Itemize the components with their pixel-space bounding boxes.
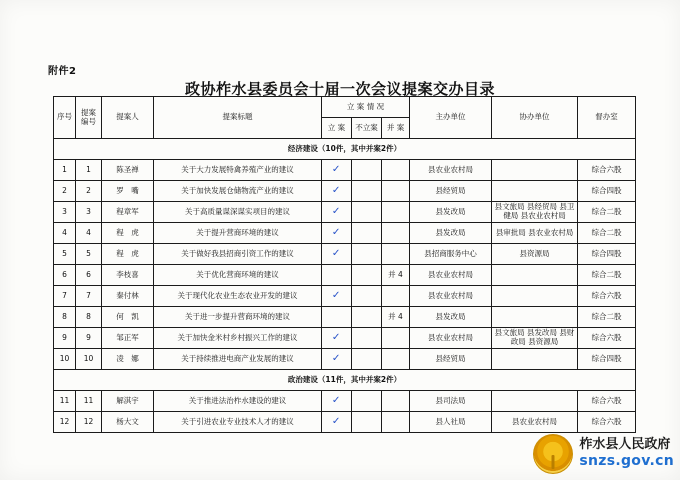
row-status-accept <box>322 307 352 328</box>
row-title: 关于加快发展仓储物流产业的建议 <box>154 181 322 202</box>
row-main-unit: 县农业农村局 <box>410 160 492 181</box>
watermark-url: snzs.gov.cn <box>579 453 674 470</box>
table-row <box>54 391 636 412</box>
row-co-unit <box>492 286 578 307</box>
attachment-label: 附件2 <box>48 66 77 77</box>
row-supervise: 综合六股 <box>578 286 636 307</box>
row-title: 关于进一步提升营商环境的建议 <box>154 307 322 328</box>
th-title: 提案标题 <box>154 97 322 139</box>
row-proposal-no: 4 <box>76 223 102 244</box>
row-supervise: 综合二股 <box>578 202 636 223</box>
row-proposal-no: 2 <box>76 181 102 202</box>
row-no: 1 <box>54 160 76 181</box>
row-status-accept <box>322 286 352 307</box>
row-proposer: 陈圣禅 <box>102 160 154 181</box>
row-main-unit: 县司法局 <box>410 391 492 412</box>
row-status-accept <box>322 160 352 181</box>
row-main-unit: 县招商服务中心 <box>410 244 492 265</box>
row-no: 2 <box>54 181 76 202</box>
check-icon: ✓ <box>332 353 341 365</box>
row-title: 关于大力发展特禽养殖产业的建议 <box>154 160 322 181</box>
row-supervise: 综合四股 <box>578 349 636 370</box>
row-status-reject <box>352 328 382 349</box>
row-supervise: 综合四股 <box>578 244 636 265</box>
row-co-unit: 县审批局 县农业农村局 <box>492 223 578 244</box>
check-icon: ✓ <box>332 185 341 197</box>
row-status-reject <box>352 349 382 370</box>
table-header-row-1 <box>54 97 636 118</box>
row-main-unit: 县人社局 <box>410 412 492 433</box>
row-proposal-no: 5 <box>76 244 102 265</box>
row-status-reject <box>352 286 382 307</box>
row-status-merge <box>382 223 410 244</box>
row-proposal-no: 11 <box>76 391 102 412</box>
row-proposer: 解淇宇 <box>102 391 154 412</box>
row-proposal-no: 7 <box>76 286 102 307</box>
row-proposal-no: 3 <box>76 202 102 223</box>
row-title: 关于优化营商环境的建议 <box>154 265 322 286</box>
check-icon: ✓ <box>332 206 341 218</box>
row-status-reject <box>352 412 382 433</box>
row-title: 关于持续推进电商产业发展的建议 <box>154 349 322 370</box>
row-no: 11 <box>54 391 76 412</box>
row-title: 关于引进农业专业技术人才的建议 <box>154 412 322 433</box>
watermark-site-name: 柞水县人民政府 <box>579 437 671 453</box>
table-row <box>54 223 636 244</box>
row-main-unit: 县农业农村局 <box>410 286 492 307</box>
row-title: 关于提升营商环境的建议 <box>154 223 322 244</box>
row-status-merge <box>382 412 410 433</box>
row-status-merge <box>382 391 410 412</box>
check-icon: ✓ <box>332 227 341 239</box>
row-status-reject <box>352 181 382 202</box>
row-proposer: 何 凯 <box>102 307 154 328</box>
th-status-reject: 不立案 <box>352 118 382 139</box>
row-supervise: 综合四股 <box>578 181 636 202</box>
table-row <box>54 286 636 307</box>
row-proposal-no: 8 <box>76 307 102 328</box>
row-status-merge <box>382 328 410 349</box>
row-main-unit: 县农业农村局 <box>410 328 492 349</box>
row-proposer: 程章军 <box>102 202 154 223</box>
row-status-reject <box>352 202 382 223</box>
row-no: 6 <box>54 265 76 286</box>
row-main-unit: 县发改局 <box>410 307 492 328</box>
row-co-unit <box>492 391 578 412</box>
row-title: 关于高质量谋深谋实项目的建议 <box>154 202 322 223</box>
row-status-reject <box>352 307 382 328</box>
row-status-merge <box>382 286 410 307</box>
row-no: 9 <box>54 328 76 349</box>
section-label: 经济建设（10件，其中并案2件） <box>54 139 636 160</box>
check-icon: ✓ <box>332 332 341 344</box>
table-row <box>54 265 636 286</box>
row-proposal-no: 12 <box>76 412 102 433</box>
row-co-unit <box>492 349 578 370</box>
section-label: 政治建设（11件，其中并案2件） <box>54 370 636 391</box>
th-main-unit: 主办单位 <box>410 97 492 139</box>
row-co-unit: 县文旅局 县经贸局 县卫健局 县农业农村局 <box>492 202 578 223</box>
watermark <box>533 434 674 474</box>
table-row <box>54 328 636 349</box>
row-status-reject <box>352 223 382 244</box>
row-status-merge <box>382 181 410 202</box>
check-icon: ✓ <box>332 248 341 260</box>
th-status-accept: 立 案 <box>322 118 352 139</box>
row-status-merge <box>382 202 410 223</box>
section-row <box>54 370 636 391</box>
row-co-unit <box>492 160 578 181</box>
row-supervise: 综合六股 <box>578 160 636 181</box>
row-proposer: 罗 嘴 <box>102 181 154 202</box>
row-status-accept <box>322 349 352 370</box>
row-no: 4 <box>54 223 76 244</box>
table-row <box>54 160 636 181</box>
row-proposer: 秦付林 <box>102 286 154 307</box>
row-main-unit: 县经贸局 <box>410 181 492 202</box>
row-proposer: 杨大文 <box>102 412 154 433</box>
th-proposer: 提案人 <box>102 97 154 139</box>
th-co-unit: 协办单位 <box>492 97 578 139</box>
table-row <box>54 181 636 202</box>
row-status-accept <box>322 244 352 265</box>
government-seal-icon <box>533 434 573 474</box>
row-status-accept <box>322 391 352 412</box>
row-status-accept <box>322 181 352 202</box>
row-no: 10 <box>54 349 76 370</box>
row-supervise: 综合六股 <box>578 391 636 412</box>
row-supervise: 综合六股 <box>578 412 636 433</box>
row-supervise: 综合二股 <box>578 223 636 244</box>
row-supervise: 综合六股 <box>578 328 636 349</box>
row-status-merge <box>382 244 410 265</box>
table-row <box>54 412 636 433</box>
th-no: 序号 <box>54 97 76 139</box>
table-row <box>54 307 636 328</box>
row-main-unit: 县经贸局 <box>410 349 492 370</box>
row-status-accept <box>322 202 352 223</box>
check-icon: ✓ <box>332 395 341 407</box>
page-title: 政协柞水县委员会十届一次会议提案交办目录 <box>184 80 495 98</box>
row-status-merge <box>382 160 410 181</box>
row-title: 关于现代化农业生态农业开发的建议 <box>154 286 322 307</box>
row-no: 3 <box>54 202 76 223</box>
row-proposer: 邹正军 <box>102 328 154 349</box>
row-co-unit: 县资源局 <box>492 244 578 265</box>
row-main-unit: 县发改局 <box>410 223 492 244</box>
row-status-reject <box>352 265 382 286</box>
th-proposal-no: 提案编号 <box>76 97 102 139</box>
th-status-group: 立 案 情 况 <box>322 97 410 118</box>
row-proposal-no: 1 <box>76 160 102 181</box>
row-no: 7 <box>54 286 76 307</box>
row-status-merge: 并 4 <box>382 265 410 286</box>
row-status-reject <box>352 244 382 265</box>
table-row <box>54 349 636 370</box>
row-main-unit: 县农业农村局 <box>410 265 492 286</box>
table-row <box>54 202 636 223</box>
proposal-table <box>53 96 636 433</box>
row-proposer: 李枝喜 <box>102 265 154 286</box>
row-no: 5 <box>54 244 76 265</box>
row-co-unit <box>492 265 578 286</box>
row-status-accept <box>322 328 352 349</box>
check-icon: ✓ <box>332 164 341 176</box>
th-status-merge: 并 案 <box>382 118 410 139</box>
row-proposer: 凌 娜 <box>102 349 154 370</box>
watermark-text <box>579 438 674 469</box>
row-status-accept <box>322 265 352 286</box>
row-status-reject <box>352 391 382 412</box>
row-co-unit <box>492 307 578 328</box>
section-row <box>54 139 636 160</box>
row-co-unit: 县文旅局 县发改局 县财政局 县资源局 <box>492 328 578 349</box>
th-supervise: 督办室 <box>578 97 636 139</box>
row-title: 关于推进法治柞水建设的建议 <box>154 391 322 412</box>
row-supervise: 综合二股 <box>578 307 636 328</box>
table-row <box>54 244 636 265</box>
row-title: 关于做好我县招商引资工作的建议 <box>154 244 322 265</box>
row-proposal-no: 10 <box>76 349 102 370</box>
row-status-accept <box>322 223 352 244</box>
check-icon: ✓ <box>332 290 341 302</box>
row-proposal-no: 9 <box>76 328 102 349</box>
row-proposer: 程 虎 <box>102 244 154 265</box>
row-proposer: 程 虎 <box>102 223 154 244</box>
row-status-merge <box>382 349 410 370</box>
check-icon: ✓ <box>332 416 341 428</box>
row-no: 8 <box>54 307 76 328</box>
row-status-reject <box>352 160 382 181</box>
row-status-merge: 并 4 <box>382 307 410 328</box>
row-co-unit <box>492 181 578 202</box>
row-title: 关于加快金米村乡村振兴工作的建议 <box>154 328 322 349</box>
row-no: 12 <box>54 412 76 433</box>
row-status-accept <box>322 412 352 433</box>
row-main-unit: 县发改局 <box>410 202 492 223</box>
row-proposal-no: 6 <box>76 265 102 286</box>
row-co-unit: 县农业农村局 <box>492 412 578 433</box>
row-supervise: 综合二股 <box>578 265 636 286</box>
